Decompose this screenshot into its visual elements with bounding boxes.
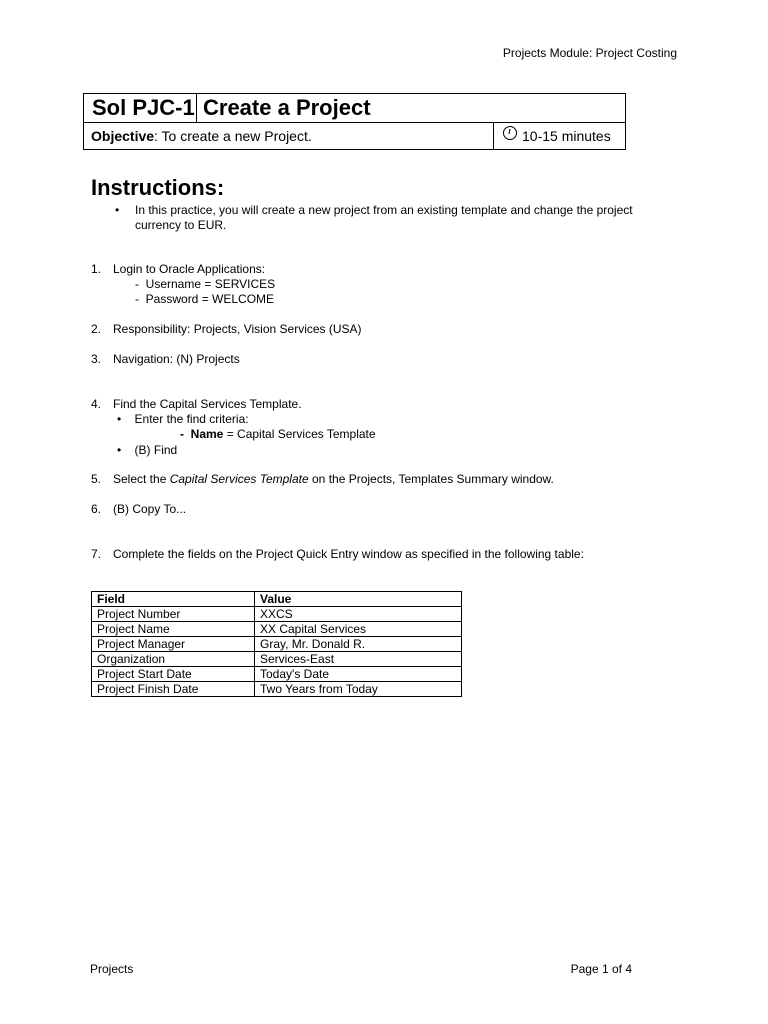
step-4-bullet-criteria: • Enter the find criteria: [117,412,249,426]
table-row [92,682,462,697]
value-cell: Gray, Mr. Donald R. [255,637,462,652]
value-cell: XXCS [255,607,462,622]
objective-label: Objective [91,128,155,144]
table-row [92,667,462,682]
field-cell: Project Start Date [92,667,255,682]
title-row [84,94,625,123]
step-1-password: - Password = WELCOME [135,292,275,306]
clock-icon [502,123,518,149]
value-cell: Today's Date [255,667,462,682]
step-1-username: - Username = SERVICES [135,277,276,291]
table-row [92,637,462,652]
step-7 [91,547,584,562]
value-cell: Services-East [255,652,462,667]
table-row [92,622,462,637]
page-number: Page 1 of 4 [570,962,632,976]
step-text: (B) Copy To... [113,502,187,516]
step-6 [91,502,186,517]
step-1 [91,262,265,277]
column-header: Field [92,592,255,607]
find-text: (B) Find [134,443,178,457]
step-5 [91,472,554,487]
value-cell: XX Capital Services [255,622,462,637]
password-text: Password = WELCOME [145,292,275,306]
step-text: Navigation: (N) Projects [113,352,240,366]
step-number: 7. [91,547,102,561]
step-2 [91,322,362,337]
step-text: Find the Capital Services Template. [113,397,302,411]
step-4 [91,397,302,412]
duration [493,123,625,149]
step-text-post: on the Projects, Templates Summary window. [308,472,554,486]
step-number: 2. [91,322,102,336]
running-header: Projects Module: Project Costing [502,46,677,60]
intro-bullet [115,203,665,233]
field-cell: Project Name [92,622,255,637]
table-row [92,652,462,667]
name-value: = Capital Services Template [223,427,376,441]
template-name: Capital Services Template [169,472,309,486]
field-cell: Organization [92,652,255,667]
practice-code: Sol PJC-1 [84,94,197,122]
table-row [92,607,462,622]
objective-row [84,123,625,149]
value-cell: Two Years from Today [255,682,462,697]
practice-title: Create a Project [203,95,371,120]
step-number: 5. [91,472,102,486]
criteria-text: Enter the find criteria: [134,412,249,426]
title-box [83,93,626,150]
field-cell: Project Finish Date [92,682,255,697]
step-number: 3. [91,352,102,366]
table-header-row [92,592,462,607]
step-4-name-criteria: - Name = Capital Services Template [180,427,376,441]
objective-text: : To create a new Project. [154,128,312,144]
footer-section: Projects [90,962,134,976]
step-3 [91,352,240,367]
field-cell: Project Number [92,607,255,622]
bullet-icon: • [115,203,120,217]
step-text: Responsibility: Projects, Vision Services (USA) [113,322,362,336]
step-4-bullet-find: • (B) Find [117,443,178,457]
username-text: Username = SERVICES [145,277,276,291]
step-number: 1. [91,262,102,276]
duration-text: 10-15 minutes [522,128,611,144]
step-number: 4. [91,397,102,411]
field-cell: Project Manager [92,637,255,652]
quick-entry-table [91,591,462,697]
step-text-pre: Select the [113,472,170,486]
step-text: Login to Oracle Applications: [113,262,266,276]
column-header: Value [255,592,462,607]
intro-text: In this practice, you will create a new project from an existing template and change the project currency to EUR. [135,203,633,232]
step-number: 6. [91,502,102,516]
name-label: Name [190,427,224,441]
objective [84,123,493,149]
step-text: Complete the fields on the Project Quick Entry window as specified in the following table: [113,547,584,561]
instructions-heading: Instructions: [91,175,225,200]
